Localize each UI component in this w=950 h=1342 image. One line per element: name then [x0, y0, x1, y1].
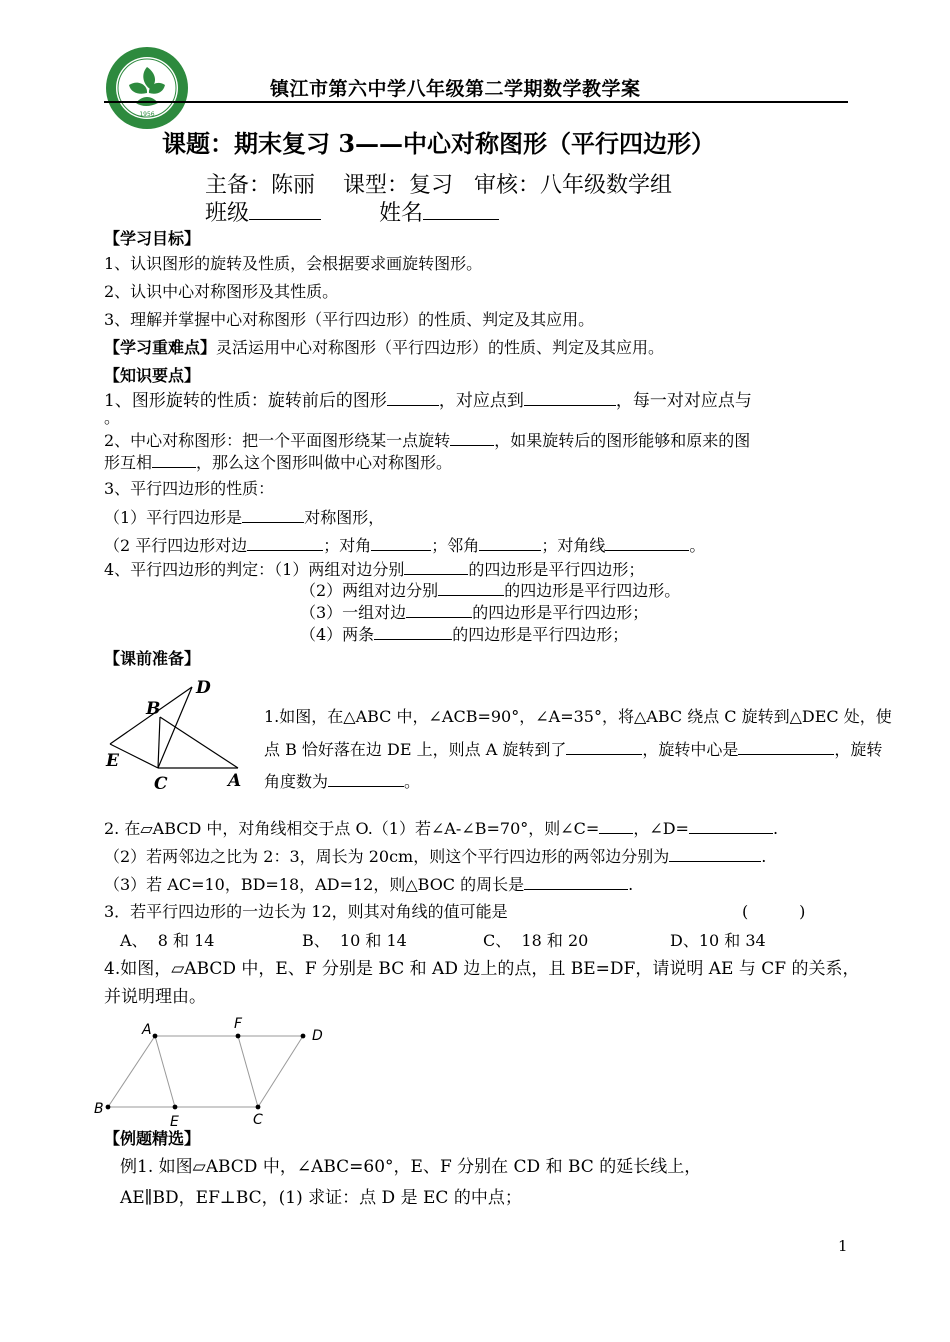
fill-blank[interactable] [605, 534, 689, 551]
name-blank[interactable] [423, 203, 499, 220]
point-d [301, 1034, 306, 1039]
header-rule [104, 101, 848, 103]
label-b: B [146, 699, 161, 719]
q3-option-b[interactable]: B、 10 和 14 [302, 931, 407, 950]
fill-blank[interactable] [438, 579, 504, 596]
label-c: C [154, 774, 168, 794]
fill-blank[interactable] [406, 601, 472, 618]
fill-blank[interactable] [599, 817, 633, 834]
class-name-line [205, 200, 499, 228]
knowledge-line-3: 3、平行四边形的性质： [104, 479, 275, 498]
fill-blank[interactable] [566, 738, 642, 755]
q3-option-a[interactable]: A、 8 和 14 [120, 931, 215, 950]
example-1-line-1: 例1. 如图▱ABCD 中，∠ABC=60°，E、F 分别在 CD 和 BC 的延长线上， [120, 1157, 702, 1177]
segment-ae [155, 1036, 175, 1107]
point-b [106, 1105, 111, 1110]
fill-blank[interactable] [479, 534, 541, 551]
goals-heading: 【学习目标】 [104, 229, 201, 248]
fill-blank[interactable] [374, 623, 452, 640]
label-b: B [94, 1101, 104, 1117]
class-label: 班级 [205, 201, 250, 226]
knowledge-line-3-2: （2 平行四边形对边 ；对角 ；邻角 ；对角线 。 [104, 536, 706, 555]
q3-text: 3．若平行四边形的一边长为 12，则其对角线的值可能是 [104, 902, 508, 921]
examples-heading: 【例题精选】 [104, 1129, 201, 1148]
point-a [153, 1034, 158, 1039]
school-title: 镇江市第六中学八年级第二学期数学教学案 [270, 78, 641, 100]
example-1-line-2: AE∥BD，EF⊥BC，(1) 求证：点 D 是 EC 的中点； [120, 1188, 522, 1208]
fill-blank[interactable] [387, 389, 439, 406]
knowledge-line-2b: 形互相 ，那么这个图形叫做中心对称图形。 [104, 453, 453, 472]
label-a: A [228, 771, 242, 791]
knowledge-line-4: 4、平行四边形的判定：（1）两组对边分别 的四边形是平行四边形； [104, 560, 645, 579]
lesson-meta: 主备：陈丽 课型：复习 审核：八年级数学组 [205, 173, 672, 198]
fill-blank[interactable] [450, 429, 494, 446]
knowledge-line-2: 2、中心对称图形：把一个平面图形绕某一点旋转 ，如果旋转后的图形能够和原来的图 [104, 431, 751, 450]
fill-blank[interactable] [328, 770, 404, 787]
segment-ba [160, 717, 238, 768]
fill-blank[interactable] [689, 817, 773, 834]
segment-ab [108, 1036, 155, 1107]
fill-blank[interactable] [669, 845, 761, 862]
parallelogram-figure [90, 1012, 340, 1132]
knowledge-line-4-3: （3）一组对边 的四边形是平行四边形； [300, 603, 649, 622]
label-d: D [196, 678, 211, 698]
fill-blank[interactable] [738, 738, 834, 755]
point-c [256, 1105, 261, 1110]
knowledge-line-4-4: （4）两条 的四边形是平行四边形； [300, 625, 629, 644]
label-e: E [170, 1114, 179, 1130]
fill-blank[interactable] [247, 534, 323, 551]
point-e [173, 1105, 178, 1110]
key-points-text: 灵活运用中心对称图形（平行四边形）的性质、判定及其应用。 [216, 338, 665, 357]
knowledge-line-3-1: （1）平行四边形是 对称图形， [104, 508, 385, 527]
key-points-line [104, 337, 664, 359]
label-a: A [142, 1022, 152, 1038]
q2-line-1: 2. 在▱ABCD 中，对角线相交于点 O.（1）若∠A-∠B=70°，则∠C= ，∠D= . [104, 819, 779, 838]
key-points-heading: 【学习重难点】 [104, 338, 217, 357]
label-c: C [253, 1112, 263, 1128]
knowledge-line-1: 1、图形旋转的性质：旋转前后的图形 ，对应点到 ，每一对对应点与 [104, 391, 752, 411]
knowledge-heading: 【知识要点】 [104, 366, 201, 385]
point-f [236, 1034, 241, 1039]
goal-item: 1、认识图形的旋转及性质，会根据要求画旋转图形。 [104, 254, 483, 273]
fill-blank[interactable] [242, 506, 304, 523]
class-blank[interactable] [249, 203, 321, 220]
q3-option-d[interactable]: D、10 和 34 [670, 931, 766, 950]
goal-item: 3、理解并掌握中心对称图形（平行四边形）的性质、判定及其应用。 [104, 310, 595, 329]
q1-line-3: 角度数为 。 [264, 772, 421, 791]
fill-blank[interactable] [404, 558, 468, 575]
school-logo [104, 45, 190, 131]
label-f: F [234, 1016, 243, 1032]
q3-option-c[interactable]: C、 18 和 20 [483, 931, 589, 950]
q1-line-1: 1.如图，在△ABC 中，∠ACB=90°，∠A=35°，将△ABC 绕点 C 旋转到△DEC 处，使 [264, 707, 892, 726]
fill-blank[interactable] [524, 389, 616, 406]
fill-blank[interactable] [371, 534, 431, 551]
page-number: 1 [838, 1237, 848, 1255]
segment-fc [238, 1036, 258, 1107]
label-d: D [312, 1028, 323, 1044]
name-label: 姓名 [379, 201, 424, 226]
segment-bc [158, 717, 160, 768]
fill-blank[interactable] [524, 873, 628, 890]
knowledge-line-1-end: 。 [104, 408, 121, 427]
svg-text:1956: 1956 [139, 111, 155, 118]
q4-line-2: 并说明理由。 [104, 987, 206, 1007]
q4-line-1: 4.如图，▱ABCD 中，E、F 分别是 BC 和 AD 边上的点，且 BE=DF，请说明 AE 与 CF 的关系， [104, 959, 860, 979]
q2-line-3: （3）若 AC=10，BD=18，AD=12，则△BOC 的周长是 . [104, 875, 634, 894]
goal-item: 2、认识中心对称图形及其性质。 [104, 282, 339, 301]
label-e: E [106, 751, 119, 771]
q1-line-2: 点 B 恰好落在边 DE 上，则点 A 旋转到了 ，旋转中心是 ，旋转 [264, 740, 883, 759]
q3-answer-paren[interactable]: ( ) [742, 902, 806, 921]
lesson-title: 课题：期末复习 3——中心对称图形（平行四边形） [162, 129, 716, 158]
knowledge-line-4-2: （2）两组对边分别 的四边形是平行四边形。 [300, 581, 681, 600]
prep-heading: 【课前准备】 [104, 649, 201, 668]
q2-line-2: （2）若两邻边之比为 2：3，周长为 20cm，则这个平行四边形的两邻边分别为 . [104, 847, 767, 866]
fill-blank[interactable] [152, 451, 196, 468]
segment-dc [258, 1036, 303, 1107]
rotation-figure [100, 672, 260, 796]
